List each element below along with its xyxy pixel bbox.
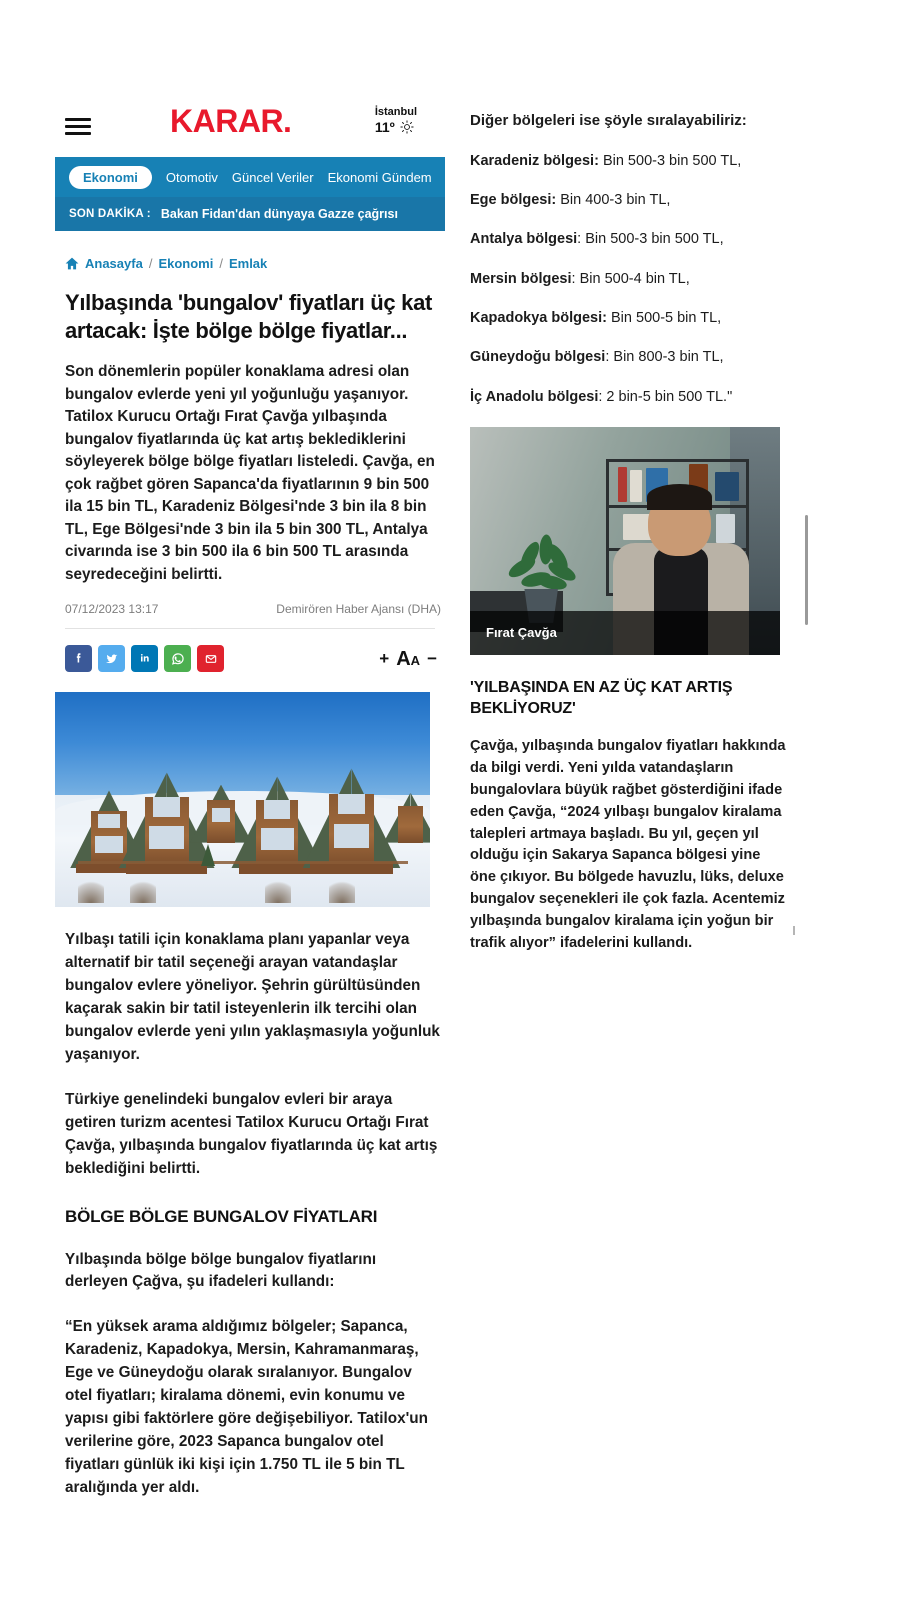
article-paragraph-4: Çavğa, yılbaşında bungalov fiyatları hakkında da bilgi verdi. Yeni yılda vatandaşların bungalovlara büyük rağbet gösterdiğini ifade eden Çavğa, “2024 yılbaşı bungalov kiralama talepleri artmaya başladı. Bu yıl, geçen yıl olduğu için Sakarya Sapanca bölgesi yine öne çıkıyor. Bu bölgede havuzlu, lüks, deluxe bungalov seçenekleri ile çok fazla. Acentemiz yılbaşında bungalov kiralama için yoğun bir trafik alıyor” ifadelerini kullandı. [470,738,786,952]
twitter-icon[interactable] [98,645,125,672]
regions-intro: Diğer bölgeleri ise şöyle sıralayabiliriz: [470,112,747,129]
image-fence [78,861,408,864]
bungalow-6 [384,793,431,843]
font-decrease-button[interactable]: − [427,649,437,669]
image-bush-1 [78,875,104,903]
category-nav [55,157,445,197]
breadcrumb-subcategory[interactable]: Emlak [228,256,268,271]
sun-icon [400,120,414,134]
font-size-indicator: AA [396,647,421,670]
mail-icon[interactable] [197,645,224,672]
image-bush-3 [265,875,291,903]
right-column [470,110,790,955]
region-name: Mersin bölgesi [470,270,572,287]
region-name: Kapadokya bölgesi: [470,309,607,326]
region-item-antalya [470,229,790,249]
breadcrumb-separator-1: / [148,256,153,271]
region-item-ege [470,190,790,210]
font-size-controls [379,649,437,669]
left-column [55,95,445,1500]
article-paragraph-1: Yılbaşı tatili için konaklama planı yapanlar veya alternatif bir tatil seçeneği arayan vatandaşlar bungalov evlere yöneliyor. Şehrin gürültüsünden kaçarak sakin bir tatil isteyenlerin ilk tercihi olan bungalov evlerde yeni yılın yaklaşmasıyla yoğunluk yaşanıyor. [65,931,440,1063]
facebook-icon[interactable] [65,645,92,672]
region-name: İç Anadolu bölgesi [470,388,599,405]
weather-city: İstanbul [374,106,417,118]
region-item-ic-anadolu [470,387,790,407]
home-icon[interactable] [65,257,79,270]
breadcrumb-separator-2: / [219,256,223,271]
article-paragraph-2: Türkiye genelindeki bungalov evleri bir araya getiren turizm acentesi Tatilox Kurucu Ortağı Fırat Çavğa, yılbaşında bungalov fiyatlarında üç kat artış beklediğini belirtti. [65,1090,438,1177]
article-quote-1: “En yüksek arama aldığımız bölgeler; Sapanca, Karadeniz, Kapadokya, Mersin, Kahramanmaraş, Ege ve Güneydoğu olarak sıralanıyor. Bungalov otel fiyatları; kiralama dönemi, evin konumu ve yapısı gibi faktörlere göre değişebiliyor. Tatilox'un verilerine göre, 2023 Sapanca bungalov otel fiyatları günlük iki kişi için 1.750 TL ile 5 bin TL aralığında yer aldı. [65,1318,428,1496]
scrollbar-thumb[interactable] [805,515,808,625]
photo-caption: Fırat Çavğa [486,625,557,641]
nav-tab-active[interactable]: Ekonomi [69,166,152,189]
nav-tab-ekonomi-gundem[interactable]: Ekonomi Gündem [327,169,432,185]
region-name: Güneydoğu bölgesi [470,349,606,366]
nav-tab-guncel-veriler[interactable]: Güncel Veriler [231,169,314,185]
breadcrumb-home[interactable]: Anasayfa [85,256,143,271]
region-item-guneydogu [470,347,790,367]
breaking-news-bar[interactable] [55,197,445,231]
region-price: : Bin 800-3 bin TL, [605,349,724,366]
scroll-indicator-dot [793,926,795,935]
region-price: : Bin 500-4 bin TL, [571,270,690,287]
breadcrumb [55,256,445,271]
article-source: Demirören Haber Ajansı (DHA) [276,602,441,617]
image-bush-4 [329,875,355,903]
region-item-kapadokya [470,308,790,328]
article-date: 07/12/2023 13:17 [65,602,159,617]
article-subheading-1: BÖLGE BÖLGE BUNGALOV FİYATLARI [65,1206,378,1226]
share-toolbar [55,645,445,672]
breadcrumb-category[interactable]: Ekonomi [158,256,214,271]
article-subheading-2: 'YILBAŞINDA EN AZ ÜÇ KAT ARTIŞ BEKLİYORUZ' [470,678,733,718]
article-lead: Son dönemlerin popüler konaklama adresi olan bungalov evlerde yeni yıl yoğunluğu yaşanıyor. Tatilox Kurucu Ortağı Fırat Çavğa yılbaşında bungalov fiyatlarında üç kat artış beklediklerini söyleyerek bölge bölge fiyatları listeledi. Çavğa, en çok rağbet gören Sapanca'da fiyatlarının 9 bin 500 ila 15 bin TL, Karadeniz Bölgesi'nde 3 bin ila 8 bin TL, Ege Bölgesi'nde 3 bin ila 5 bin 300 TL, Antalya civarında ise 3 bin 500 ila 6 bin 500 TL arasında seyredeceğini belirtti. [65,363,435,583]
hamburger-icon[interactable] [65,114,91,139]
breaking-news-text[interactable]: Bakan Fidan'dan dünyaya Gazze çağrısı [160,207,398,221]
article-main-image [55,692,430,907]
region-price: Bin 500-3 bin 500 TL, [598,152,742,169]
meta-divider [65,628,435,629]
breaking-news-label: SON DAKİKA : [69,208,151,220]
site-logo[interactable]: KARAR. [170,103,292,139]
article-body [55,929,445,1180]
whatsapp-icon[interactable] [164,645,191,672]
region-name: Antalya bölgesi [470,231,578,248]
region-price: : Bin 500-3 bin 500 TL, [577,231,724,248]
region-name: Ege bölgesi: [470,192,557,209]
person-photo [470,427,780,655]
region-item-karadeniz [470,151,790,171]
region-item-mersin [470,269,790,289]
article-headline: Yılbaşında 'bungalov' fiyatları üç kat artacak: İşte bölge bölge fiyatlar... [65,290,433,344]
article-paragraph-3: Yılbaşında bölge bölge bungalov fiyatlarını derleyen Çağva, şu ifadeleri kullandı: [65,1250,377,1291]
nav-tab-otomotiv[interactable]: Otomotiv [165,169,218,185]
weather-temperature: 11º [374,119,395,136]
region-price: Bin 400-3 bin TL, [556,192,671,209]
region-price: : 2 bin-5 bin 500 TL." [598,388,733,405]
linkedin-icon[interactable] [131,645,158,672]
font-increase-button[interactable]: + [379,649,390,669]
site-masthead [55,95,445,157]
region-name: Karadeniz bölgesi: [470,152,599,169]
weather-widget [375,105,417,135]
image-bush-2 [130,875,156,903]
region-price: Bin 500-5 bin TL, [606,309,722,326]
photo-caption-bar [470,611,780,655]
article-meta [55,602,445,616]
image-tree [201,844,215,866]
